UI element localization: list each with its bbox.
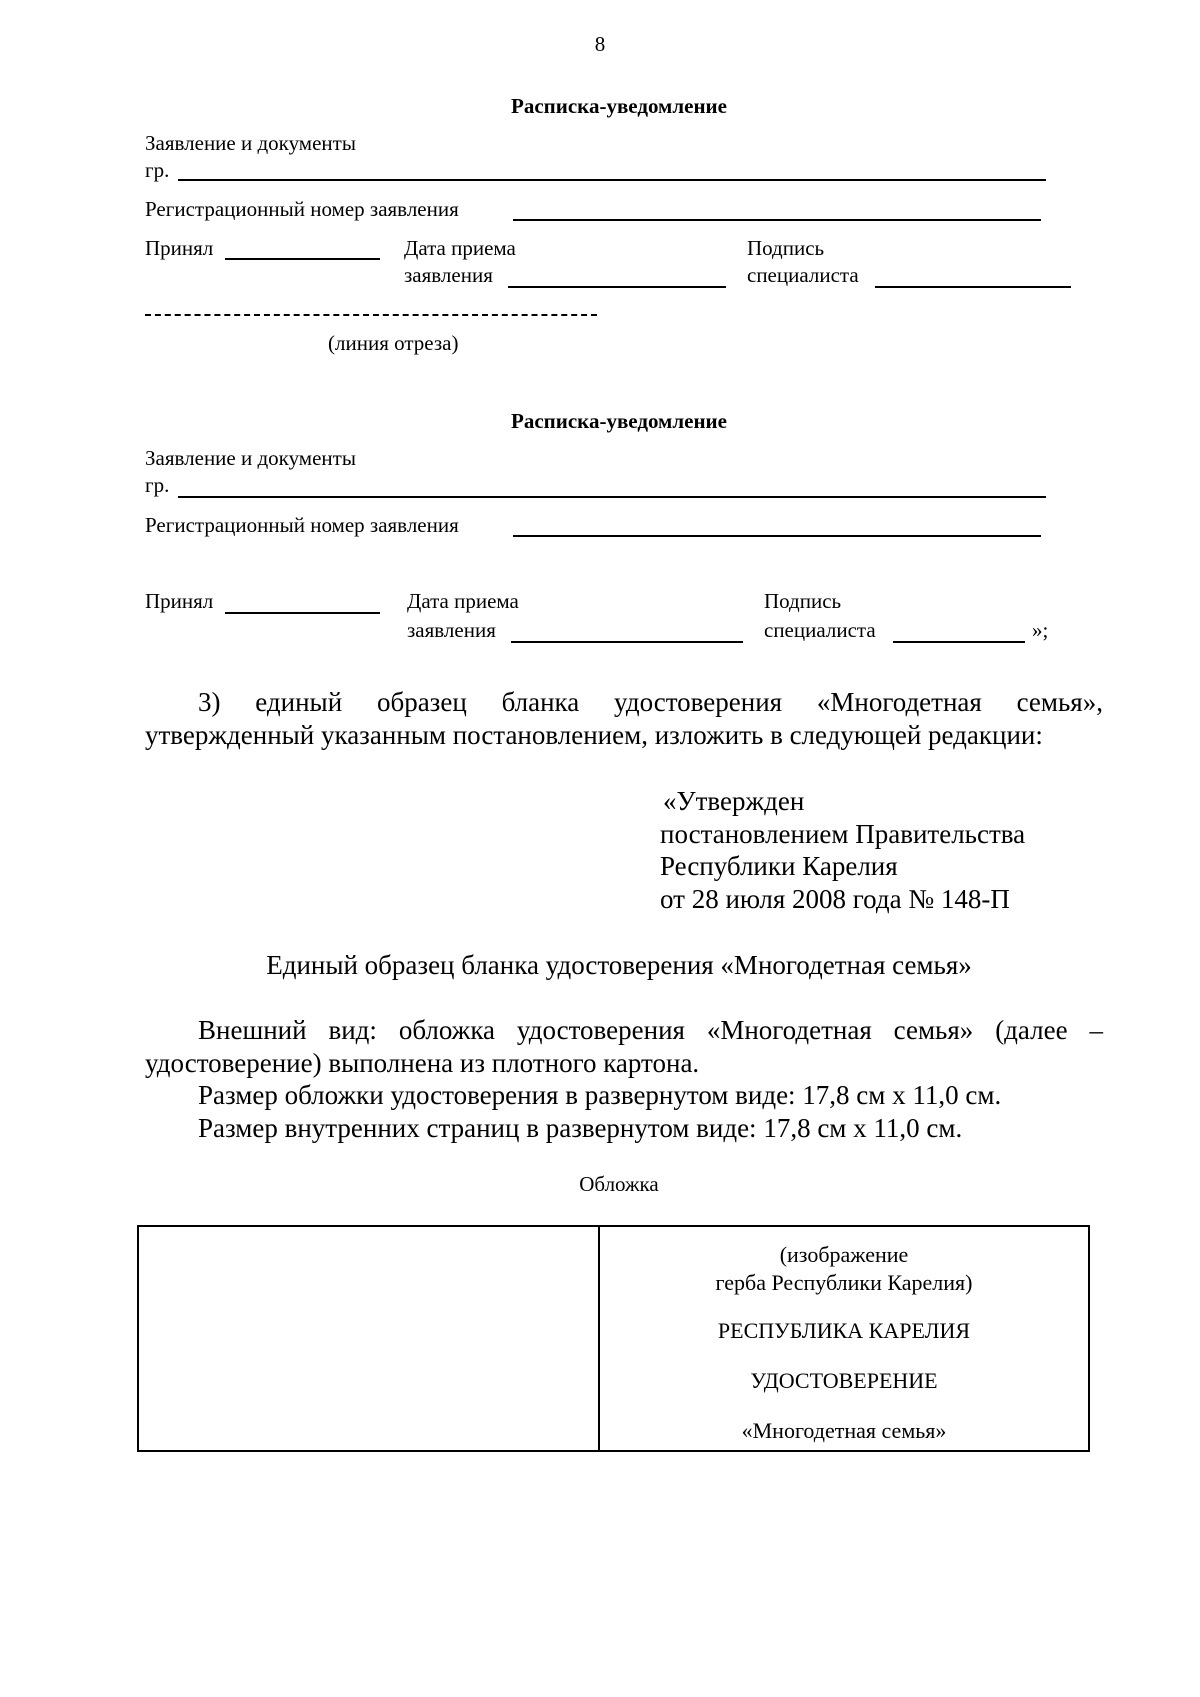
word: «Многодетная — [706, 1015, 872, 1045]
word: образец — [376, 687, 467, 717]
accepted-line[interactable] — [225, 258, 380, 260]
word: удостоверения — [614, 687, 783, 717]
citizen-prefix: гр. — [145, 158, 170, 182]
signature-line[interactable] — [875, 286, 1071, 288]
date-line[interactable] — [508, 286, 726, 288]
docs-label: Заявление и документы — [145, 446, 356, 470]
date-label-cont: заявления — [404, 263, 493, 287]
cut-line — [145, 314, 597, 316]
signature-line[interactable] — [893, 641, 1025, 643]
word: удостоверения — [516, 1015, 685, 1045]
cover-right-cell — [599, 1226, 1089, 1451]
signature-label: Подпись — [747, 236, 825, 260]
accepted-label: Принял — [145, 589, 214, 613]
cover-size-text: Размер обложки удостоверения в развернутом виде: 17,8 см х 11,0 см. — [198, 1080, 1002, 1110]
approved-line: Республики Карелия — [660, 851, 898, 881]
emblem-placeholder: (изображение — [779, 1242, 909, 1267]
docs-label: Заявление и документы — [145, 131, 356, 155]
reg-number-label: Регистрационный номер заявления — [145, 197, 459, 221]
date-line[interactable] — [511, 641, 743, 643]
inner-size-text: Размер внутренних страниц в развернутом виде: 17,8 см х 11,0 см. — [198, 1113, 963, 1143]
appearance-line1 — [198, 1013, 1103, 1047]
appearance-line2: удостоверение) выполнена из плотного картона. — [145, 1048, 700, 1078]
approved-line: «Утвержден — [663, 786, 805, 816]
reg-number-line[interactable] — [513, 219, 1041, 221]
word: (далее — [995, 1015, 1068, 1045]
form-heading: Единый образец бланка удостоверения «Многодетная семья» — [266, 950, 972, 980]
page-number: 8 — [594, 32, 606, 56]
republic-label: РЕСПУБЛИКА КАРЕЛИЯ — [717, 1318, 971, 1343]
reg-number-label: Регистрационный номер заявления — [145, 513, 459, 537]
accepted-line[interactable] — [225, 612, 380, 614]
citizen-prefix: гр. — [145, 473, 170, 497]
citizen-name-line[interactable] — [178, 496, 1046, 498]
word: единый — [255, 687, 343, 717]
signature-label: Подпись — [764, 589, 842, 613]
cover-left-cell — [138, 1226, 599, 1451]
receipt-title: Расписка-уведомление — [511, 94, 727, 118]
item3-line2: утвержденный указанным постановлением, изложить в следующей редакции: — [145, 720, 1043, 750]
reg-number-line[interactable] — [513, 535, 1041, 537]
emblem-placeholder-cont: герба Республики Карелия) — [715, 1270, 973, 1295]
signature-label-cont: специалиста — [747, 263, 859, 287]
date-label-cont: заявления — [407, 618, 496, 642]
signature-label-cont: специалиста — [764, 618, 876, 642]
word: «Многодетная — [816, 687, 982, 717]
word: обложка — [398, 1015, 496, 1045]
citizen-name-line[interactable] — [178, 179, 1046, 181]
word: – — [1089, 1015, 1103, 1045]
word: бланка — [501, 687, 580, 717]
approved-line: постановлением Правительства — [660, 819, 1026, 849]
word: семья», — [1016, 687, 1103, 717]
cover-caption: Обложка — [579, 1172, 659, 1196]
approved-line: от 28 июля 2008 года № 148-П — [660, 884, 1010, 914]
certificate-label: УДОСТОВЕРЕНИЕ — [750, 1368, 938, 1393]
word: 3) — [198, 687, 221, 717]
word: семья» — [893, 1015, 974, 1045]
closing-quote: »; — [1032, 618, 1049, 642]
cover-table — [137, 1225, 1090, 1452]
accepted-label: Принял — [145, 236, 214, 260]
word: Внешний — [198, 1015, 307, 1045]
receipt-title: Расписка-уведомление — [511, 409, 727, 433]
word: вид: — [328, 1015, 377, 1045]
cut-line-label: (линия отреза) — [328, 331, 459, 355]
family-label: «Многодетная семья» — [741, 1418, 947, 1443]
date-label: Дата приема — [404, 236, 516, 260]
item3-line1 — [198, 685, 1103, 719]
date-label: Дата приема — [407, 589, 519, 613]
